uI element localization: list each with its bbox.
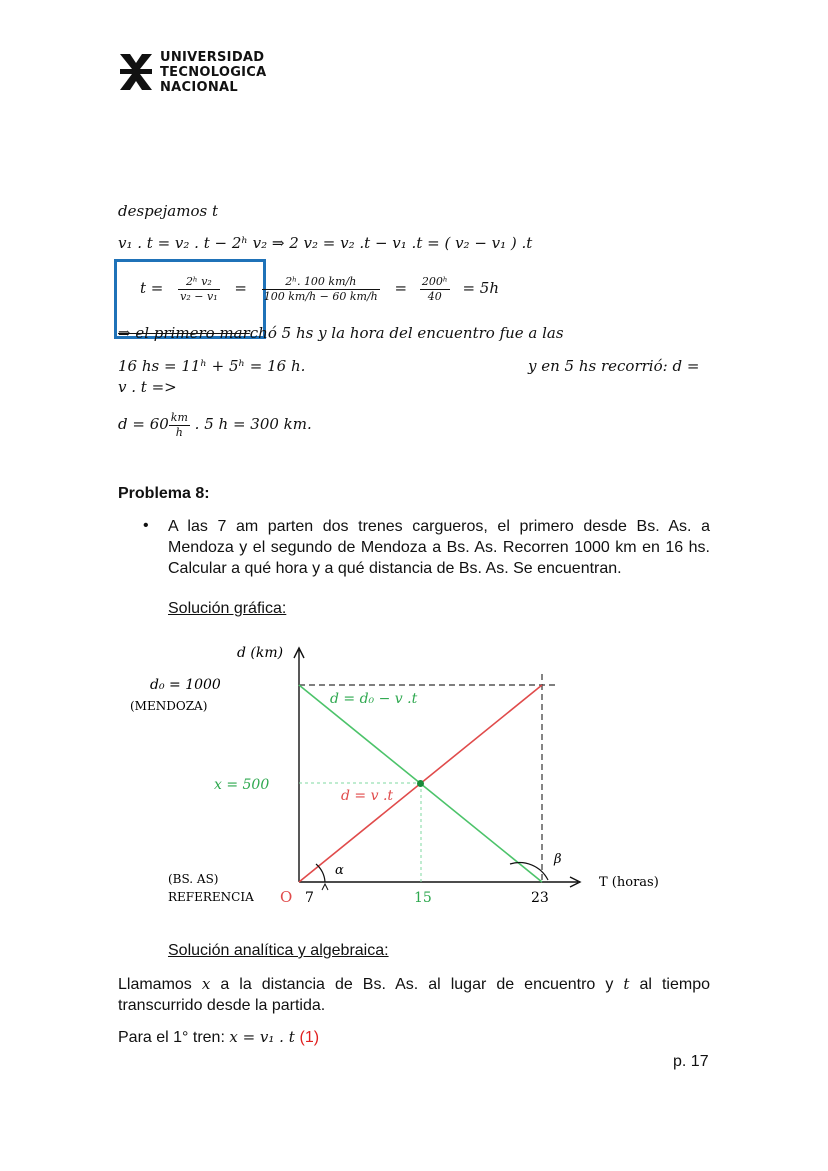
math-t-equation <box>140 268 499 308</box>
para1-a: Llamamos <box>118 976 202 993</box>
logo-line-3: NACIONAL <box>160 80 238 95</box>
math-despejamos: despejamos t <box>118 202 218 220</box>
bsas-label: (BS. AS) <box>168 872 219 886</box>
line-d-frac-num: km <box>170 410 188 424</box>
x-tick-23: 23 <box>531 890 549 906</box>
para1-t: t <box>623 975 630 993</box>
utn-logo-icon <box>118 52 154 92</box>
line-d-start: d = 60 <box>118 415 169 433</box>
fraction-3-den: 40 <box>427 289 442 303</box>
analytic-solution-heading: Solución analítica y algebraica: <box>168 942 389 959</box>
fraction-1-num: 2ʰ v₂ <box>178 275 219 290</box>
equals-2: = <box>234 279 247 297</box>
line-d-rest: . 5 h = 300 km. <box>189 415 312 433</box>
x500-label: x = 500 <box>214 777 270 793</box>
x-tick-7: 7 <box>305 890 314 906</box>
distance-time-chart <box>0 632 828 932</box>
result: = 5h <box>462 279 499 297</box>
math-line-vt: v . t => <box>118 378 177 396</box>
fraction-1 <box>178 275 219 304</box>
paragraph-2 <box>118 1028 319 1047</box>
fraction-3 <box>420 275 450 304</box>
struck-text: ⇒ el primero mar <box>118 324 250 342</box>
alpha-label: α <box>335 863 344 878</box>
paragraph-1 <box>118 974 710 1016</box>
beta-label: β <box>554 852 562 867</box>
alpha-arrow <box>322 884 328 890</box>
para1-c: al tiempo transcurrido desde la partida. <box>118 976 711 1014</box>
para2-eq: x = v₁ . t <box>229 1028 300 1046</box>
math-line-16-right: y en 5 hs recorrió: d = <box>528 357 700 375</box>
math-line-1: v₁ . t = v₂ . t − 2ʰ v₂ ⇒ 2 v₂ = v₂ .t − v₁ .t = ( v₂ − v₁ ) .t <box>118 234 533 252</box>
para2-a: Para el 1° tren: <box>118 1029 230 1046</box>
math-arrow-line <box>118 324 564 342</box>
equals-3: = <box>394 279 408 297</box>
graphic-solution-heading: Solución gráfica: <box>168 600 287 617</box>
line-d-fraction <box>169 411 190 440</box>
para1-x: x <box>201 975 211 993</box>
problem-title: Problema 8: <box>118 485 210 502</box>
math-line-d <box>118 408 312 440</box>
bullet: • <box>143 517 149 534</box>
logo-line-2: TECNOLOGICA <box>160 65 267 80</box>
university-logo <box>118 50 293 95</box>
fraction-2-den: 100 km/h − 60 km/h <box>263 289 378 303</box>
line-d-frac-den: h <box>175 425 183 439</box>
intersection-point <box>417 780 424 787</box>
x-tick-origin: O <box>280 888 293 906</box>
d0-label: d₀ = 1000 <box>150 677 221 693</box>
fraction-2-num: 2ʰ. 100 km/h <box>262 275 380 290</box>
fraction-3-num: 200ʰ <box>421 274 448 288</box>
page-number: p. 17 <box>673 1053 709 1070</box>
x-axis-label: T (horas) <box>599 875 659 890</box>
x-tick-15: 15 <box>414 890 432 906</box>
logo-line-1: UNIVERSIDAD <box>160 50 265 65</box>
y-axis-label: d (km) <box>237 645 284 661</box>
para2-tag: (1) <box>299 1029 320 1046</box>
red-line-label: d = v .t <box>341 788 394 804</box>
referencia-label: REFERENCIA <box>168 890 254 904</box>
problem-text: A las 7 am parten dos trenes cargueros, el primero desde Bs. As. a Mendoza y el segundo de Mendoza a Bs. As. Recorren 1000 km en 16 hs. Calcular a qué hora y a qué distancia de Bs. As. Se encuentran. <box>168 518 710 577</box>
green-line-label: d = d₀ − v .t <box>330 691 418 707</box>
fraction-2 <box>262 275 380 304</box>
math-line-16: 16 hs = 11ʰ + 5ʰ = 16 h. <box>118 357 306 375</box>
para1-b: a la distancia de Bs. As. al lugar de encuentro y <box>210 976 624 993</box>
arrow-line-rest: chó 5 hs y la hora del encuentro fue a las <box>249 324 564 342</box>
mendoza-label: (MENDOZA) <box>130 699 208 713</box>
fraction-1-den: v₂ − v₁ <box>180 289 218 303</box>
t-equals: t = <box>140 279 164 297</box>
